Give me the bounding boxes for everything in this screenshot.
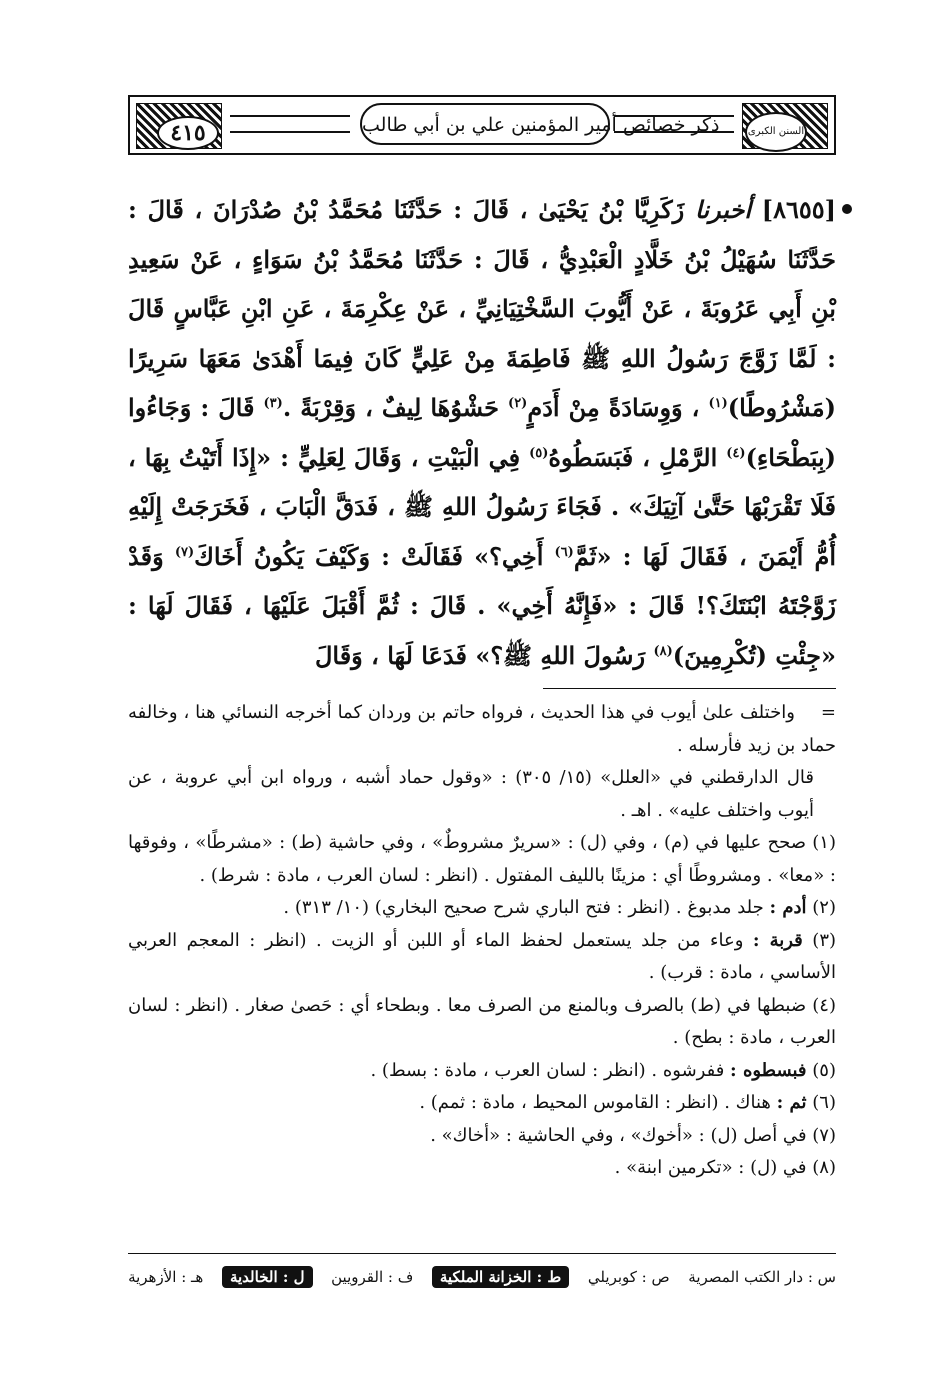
hadith-bullet-icon: [842, 204, 852, 214]
footnote-divider: [543, 688, 836, 689]
quote-1: «إِذَا أَتَيْتُ بِهَا ، فَلَا تَقْرَبْهَا حَتَّىٰ آتِيَكَ»: [128, 442, 836, 521]
footnote-3-number: (٣): [812, 929, 837, 951]
running-title: ذكر خصائص أمير المؤمنين علي بن أبي طالب: [360, 103, 610, 145]
footnote-3: [128, 925, 836, 990]
footnote-continuation-1: [128, 697, 836, 762]
footnote-2-number: (٢): [812, 897, 836, 918]
footnote-ref-8: (٨): [653, 643, 673, 659]
footnote-ref-2: (٢): [508, 396, 528, 411]
siglum-sad: ص : كوبريلي: [587, 1268, 670, 1286]
quote-3: «فَإِنَّهُ أَخِي»: [496, 591, 618, 620]
footnote-5-text: ففرشوه . (انظر : لسان العرب ، مادة : بسط) .: [370, 1059, 731, 1081]
footnote-ref-7: (٧): [174, 544, 195, 560]
quote-2a: «ثَمَّ: [573, 541, 612, 571]
footnote-ref-4: (٤): [726, 445, 746, 461]
hadith-text-10: . قَالَ : ثُمَّ أَقْبَلَ عَلَيْهَا ، فَقَالَ لَهَا :: [128, 591, 497, 620]
hadith-text-6: فِي الْبَيْتِ ، وَقَالَ لِعَلِيٍّ :: [271, 442, 530, 472]
akhbarana: أخبرنا: [695, 195, 751, 224]
footnote-6-text: هناك . (انظر : القاموس المحيط ، مادة : ثمم) .: [419, 1092, 777, 1113]
quote-4b: رَسُولَ اللهِ ﷺ؟»: [475, 640, 654, 670]
hadith-text-11: فَدَعَا لَهَا ، وَقَالَ: [314, 640, 476, 670]
footnote-ref-3: (٣): [263, 396, 283, 411]
siglum-ha: هـ : الأزهرية: [128, 1268, 204, 1286]
siglum-lam: ل : الخالدية: [222, 1266, 313, 1288]
header-band-left: [230, 115, 350, 133]
footnote-3-text: وعاء من جلد يستعمل لحفظ الماء أو اللبن أو الزيت . (انظر : المعجم العربي الأساسي ، مادة : قرب) .: [128, 929, 836, 983]
footnote-1: (١) صحح عليها في (م) ، وفي (ل) : «سريرٌ مشروطٌ» ، وفي حاشية (ط) : «مشرطًا» ، وفوقها : «معا» . ومشروطًا أي : مزينًا بالليف المفتول . (انظر : لسان العرب ، مادة : شرط) .: [128, 832, 836, 886]
footnote-ref-5: (٥): [529, 445, 549, 461]
manuscript-sigla: [128, 1262, 836, 1292]
hadith-text-7: . فَجَاءَ رَسُولُ اللهِ ﷺ ، فَدَقَّ الْبَابَ ، فَخَرَجَتْ إِلَيْهِ أُمُّ أَيْمَنَ ، فَقَالَ لَهَا :: [128, 492, 837, 571]
footnote-6-lemma: ثم :: [776, 1092, 807, 1113]
footnote-7: (٧) في أصل (ل) : «أخوك» ، وفي الحاشية : «أخاك» .: [430, 1124, 836, 1146]
footnote-2-text: جلد مدبوغ . (انظر : فتح الباري شرح صحيح البخاري) (١٠/ ٣١٣) .: [283, 897, 770, 918]
footnote-8: (٨) في (ل) : «تكرمين ابنة» .: [614, 1157, 836, 1178]
footnote-4: (٤) ضبطها في (ط) بالصرف وبالمنع من الصرف معا . وبطحاء أي : حَصىٰ صغار . (انظر : لسان العرب ، مادة : بطح) .: [128, 994, 836, 1048]
page-number: ٤١٥: [157, 116, 219, 150]
book-emblem: السنن الكبرى: [745, 112, 807, 152]
footnote-ref-6: (٦): [554, 544, 574, 560]
hadith-text: [128, 185, 836, 680]
header-ornament-right: [742, 103, 828, 149]
hadith-text-3: حَشْوُهَا لِيفٌ ، وَقِرْبَةً .: [282, 393, 509, 422]
hadith-text-5: الرَّمْلِ ، فَبَسَطُوهُ: [548, 442, 727, 472]
hadith-text-8: فَقَالَتْ : وَكَيْفَ يَكُونُ أَخَاكَ: [194, 541, 475, 571]
continuation-marker: =: [820, 702, 836, 723]
footnote-2: [128, 892, 836, 925]
hadith-text-4: قَالَ : وَجَاءُوا (بِبَطْحَاءِ): [128, 393, 836, 472]
continuation-text-1: واختلف علىٰ أيوب في هذا الحديث ، فرواه حاتم بن وردان كما أخرجه النسائي هنا ، وخالفه حماد بن زيد فأرسله .: [128, 702, 836, 756]
hadith-text-1: زَكَرِيَّا بْنُ يَحْيَىٰ ، قَالَ : حَدَّثَنَا مُحَمَّدُ بْنُ صُدْرَانَ ، قَالَ : حَدَّثَنَا سُهَيْلُ بْنُ خَلَّادٍ الْعَبْدِيُّ ، قَالَ : حَدَّثَنَا مُحَمَّدُ بْنُ سَوَاءٍ ، عَنْ سَعِيدِ بْنِ أَبِي عَرُوبَةَ ، عَنْ أَيُّوبَ السَّخْتِيَانِيِّ ، عَنْ عِكْرِمَةَ ، عَنِ ابْنِ عَبَّاسٍ قَالَ : لَمَّا زَوَّجَ رَسُولُ اللهِ ﷺ فَاطِمَةَ مِنْ عَلِيٍّ كَانَ فِيمَا أَهْدَىٰ مَعَهَا سَرِيرًا (مَشْرُوطًا): [128, 195, 837, 422]
footnote-continuation-2: قال الدارقطني في «العلل» (١٥/ ٣٠٥) : «وقول حماد أشبه ، ورواه ابن أبي عروبة ، عن أيوب واختلف عليه» . اهـ .: [128, 767, 814, 821]
footnote-ref-1: (١): [708, 396, 728, 411]
hadith-number: [٨٦٥٥]: [761, 195, 836, 224]
header-ornament-left: [136, 103, 222, 149]
footnote-5: [128, 1055, 836, 1088]
sigla-divider: [128, 1253, 836, 1254]
header-band-right: [614, 115, 734, 133]
siglum-s: س : دار الكتب المصرية: [688, 1268, 836, 1286]
siglum-fa: ف : القرويين: [331, 1268, 414, 1286]
hadith-text-2: ، وَوِسَادَةً مِنْ أَدَمٍ: [527, 393, 709, 422]
footnote-6: [128, 1087, 836, 1120]
footnote-6-number: (٦): [812, 1092, 836, 1113]
quote-4: «جِئْتِ (تُكْرِمِينَ): [672, 640, 836, 670]
footnotes: [128, 697, 836, 1185]
footnote-5-number: (٥): [812, 1059, 836, 1081]
hadith-text-9: وَقَدْ زَوَّجْتَهُ ابْنَتَكَ؟! قَالَ :: [128, 541, 836, 620]
quote-2b: أَخِي؟»: [474, 541, 555, 571]
footnote-2-lemma: أدم :: [769, 897, 807, 918]
footnote-5-lemma: فبسطوه :: [730, 1059, 807, 1081]
footnote-3-lemma: قربة :: [752, 929, 803, 951]
siglum-ta: ط : الخزانة الملكية: [432, 1266, 569, 1288]
page-header: [128, 95, 836, 155]
